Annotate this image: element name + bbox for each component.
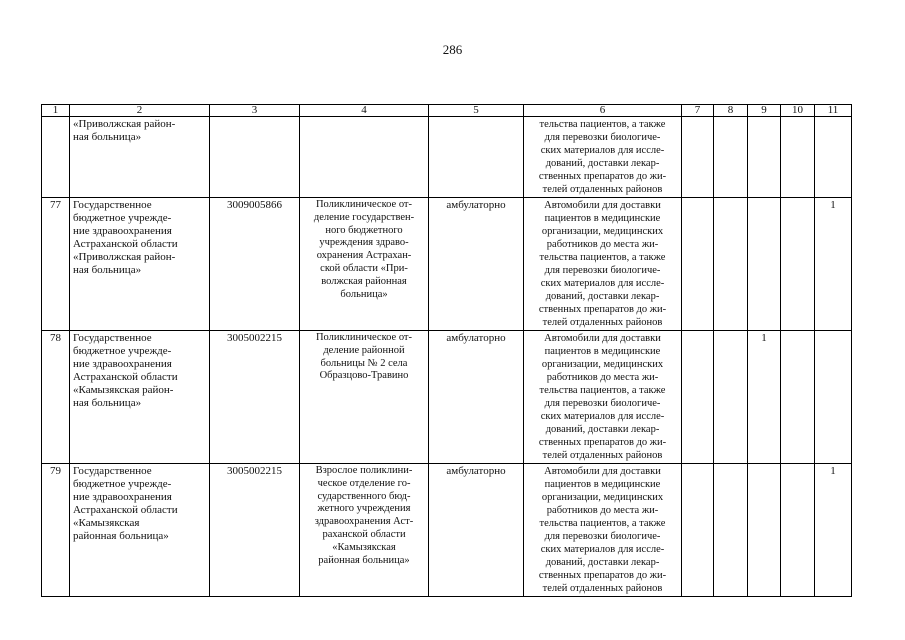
purpose-line: тельства пациентов, а также <box>539 385 666 396</box>
row-number: 79 <box>42 464 70 597</box>
subdivision-line: охранения Астрахан- <box>316 250 412 262</box>
purpose-line: телей отдаленных районов <box>542 184 663 195</box>
count-col-7 <box>682 198 714 331</box>
subdivision-cell <box>300 464 429 597</box>
row-number: 77 <box>42 198 70 331</box>
purpose-line: работников до места жи- <box>546 372 659 383</box>
count-col-11 <box>815 331 852 464</box>
count-col-8 <box>714 117 748 198</box>
count-col-8 <box>714 464 748 597</box>
count-col-11: 1 <box>815 198 852 331</box>
purpose-line: телей отдаленных районов <box>542 317 663 328</box>
purpose-line: ских материалов для иссле- <box>540 411 665 422</box>
name-line: Государственное <box>73 332 152 344</box>
purpose-line: для перевозки биологиче- <box>544 398 661 409</box>
organization-name-cell <box>70 464 210 597</box>
purpose-line: для перевозки биологиче- <box>544 265 661 276</box>
purpose-line: Автомобили для доставки <box>544 333 661 344</box>
purpose-line: тельства пациентов, а также <box>539 252 666 263</box>
subdivision-cell <box>300 331 429 464</box>
care-type-cell: амбулаторно <box>429 464 524 597</box>
subdivision-line: районная больница» <box>318 554 410 566</box>
name-line: бюджетное учрежде- <box>73 212 172 224</box>
inn-cell: 3009005866 <box>210 198 300 331</box>
purpose-line: тельства пациентов, а также <box>539 518 666 529</box>
name-line: «Камызякская <box>73 517 140 529</box>
subdivision-line: здравоохранения Аст- <box>314 516 414 528</box>
count-col-7 <box>682 464 714 597</box>
subdivision-line: ческое отделение го- <box>317 477 411 489</box>
inn-cell <box>210 117 300 198</box>
purpose-line: ских материалов для иссле- <box>540 544 665 555</box>
purpose-line: ских материалов для иссле- <box>540 278 665 289</box>
subdivision-line: больница» <box>340 288 388 300</box>
count-col-9: 1 <box>748 331 781 464</box>
purpose-line: дований, доставки лекар- <box>545 557 660 568</box>
purpose-line: организации, медицинских <box>541 359 664 370</box>
purpose-line: работников до места жи- <box>546 505 659 516</box>
name-line: «Приволжская район- <box>73 251 176 263</box>
subdivision-line: сударственного бюд- <box>317 490 411 502</box>
purpose-cell <box>524 464 682 597</box>
purpose-line: ских материалов для иссле- <box>540 145 665 156</box>
purpose-line: дований, доставки лекар- <box>545 158 660 169</box>
column-header-1: 1 <box>42 105 70 117</box>
subdivision-line: раханской области <box>322 528 406 540</box>
care-type-cell: амбулаторно <box>429 331 524 464</box>
organization-name-cell <box>70 198 210 331</box>
column-header-8: 8 <box>714 105 748 117</box>
name-line: «Камызякская район- <box>73 384 174 396</box>
name-line: бюджетное учрежде- <box>73 478 172 490</box>
purpose-line: ственных препаратов до жи- <box>538 437 667 448</box>
count-col-10 <box>781 464 815 597</box>
subdivision-line: волжская районная <box>321 275 407 287</box>
name-line: Астраханской области <box>73 504 178 516</box>
row-number: 78 <box>42 331 70 464</box>
count-col-10 <box>781 198 815 331</box>
subdivision-line: Взрослое поликлини- <box>315 465 413 476</box>
data-table <box>41 104 852 597</box>
count-col-7 <box>682 117 714 198</box>
purpose-cell <box>524 331 682 464</box>
subdivision-line: «Камызякская <box>332 541 396 553</box>
column-header-11: 11 <box>815 105 852 117</box>
name-line: ние здравоохранения <box>73 225 172 237</box>
organization-name-cell <box>70 331 210 464</box>
table-row <box>42 331 852 464</box>
column-header-2: 2 <box>70 105 210 117</box>
row-number <box>42 117 70 198</box>
column-header-4: 4 <box>300 105 429 117</box>
name-line: ние здравоохранения <box>73 358 172 370</box>
subdivision-line: деление государствен- <box>313 211 415 223</box>
purpose-cell <box>524 117 682 198</box>
inn-cell: 3005002215 <box>210 464 300 597</box>
subdivision-line: Поликлиническое от- <box>315 332 413 343</box>
purpose-line: для перевозки биологиче- <box>544 531 661 542</box>
name-line: ная больница» <box>73 131 142 143</box>
column-header-10: 10 <box>781 105 815 117</box>
purpose-line: организации, медицинских <box>541 226 664 237</box>
care-type-cell <box>429 117 524 198</box>
purpose-line: пациентов в медицинские <box>544 346 661 357</box>
purpose-line: дований, доставки лекар- <box>545 424 660 435</box>
count-col-9 <box>748 117 781 198</box>
page-number: 286 <box>442 42 463 57</box>
purpose-line: ственных препаратов до жи- <box>538 570 667 581</box>
care-type-cell: амбулаторно <box>429 198 524 331</box>
table-row <box>42 198 852 331</box>
subdivision-line: Образцово-Травино <box>319 370 409 382</box>
name-line: Астраханской области <box>73 238 178 250</box>
name-line: ние здравоохранения <box>73 491 172 503</box>
column-header-6: 6 <box>524 105 682 117</box>
count-col-9 <box>748 464 781 597</box>
column-header-7: 7 <box>682 105 714 117</box>
organization-name-cell <box>70 117 210 198</box>
subdivision-line: деление районной <box>323 344 405 356</box>
count-col-11 <box>815 117 852 198</box>
purpose-line: тельства пациентов, а также <box>539 119 666 130</box>
purpose-line: организации, медицинских <box>541 492 664 503</box>
subdivision-line: ного бюджетного <box>325 224 403 236</box>
table-row <box>42 464 852 597</box>
table-body <box>42 117 852 597</box>
subdivision-line: больницы № 2 села <box>320 357 408 369</box>
count-col-11: 1 <box>815 464 852 597</box>
count-col-7 <box>682 331 714 464</box>
purpose-line: телей отдаленных районов <box>542 450 663 461</box>
table-row <box>42 117 852 198</box>
name-line: Государственное <box>73 199 152 211</box>
purpose-line: Автомобили для доставки <box>544 200 661 211</box>
subdivision-cell <box>300 117 429 198</box>
count-col-10 <box>781 331 815 464</box>
purpose-line: пациентов в медицинские <box>544 479 661 490</box>
purpose-line: дований, доставки лекар- <box>545 291 660 302</box>
name-line: ная больница» <box>73 397 142 409</box>
purpose-line: пациентов в медицинские <box>544 213 661 224</box>
name-line: районная больница» <box>73 530 169 542</box>
purpose-line: Автомобили для доставки <box>544 466 661 477</box>
purpose-line: телей отдаленных районов <box>542 583 663 594</box>
name-line: ная больница» <box>73 264 142 276</box>
subdivision-line: учреждения здраво- <box>319 237 409 249</box>
inn-cell: 3005002215 <box>210 331 300 464</box>
subdivision-line: жетного учреждения <box>317 503 411 515</box>
column-header-5: 5 <box>429 105 524 117</box>
name-line: «Приволжская район- <box>73 118 176 130</box>
name-line: бюджетное учрежде- <box>73 345 172 357</box>
purpose-cell <box>524 198 682 331</box>
subdivision-line: Поликлиническое от- <box>315 199 413 210</box>
count-col-8 <box>714 331 748 464</box>
column-header-3: 3 <box>210 105 300 117</box>
count-col-8 <box>714 198 748 331</box>
header-row <box>42 105 852 117</box>
purpose-line: для перевозки биологиче- <box>544 132 661 143</box>
count-col-10 <box>781 117 815 198</box>
purpose-line: ственных препаратов до жи- <box>538 171 667 182</box>
subdivision-cell <box>300 198 429 331</box>
subdivision-line: ской области «При- <box>320 262 408 274</box>
count-col-9 <box>748 198 781 331</box>
name-line: Государственное <box>73 465 152 477</box>
name-line: Астраханской области <box>73 371 178 383</box>
purpose-line: ственных препаратов до жи- <box>538 304 667 315</box>
column-header-9: 9 <box>748 105 781 117</box>
purpose-line: работников до места жи- <box>546 239 659 250</box>
